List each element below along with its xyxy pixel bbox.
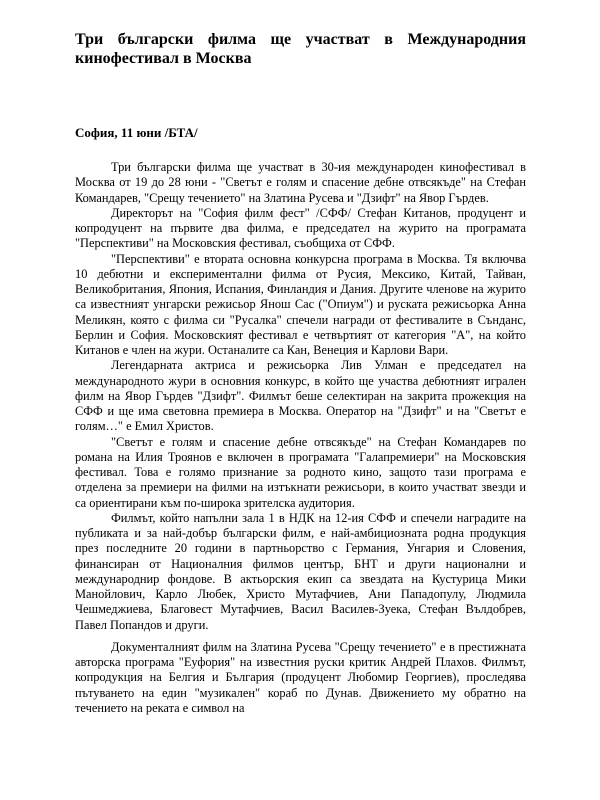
document-page	[75, 30, 526, 716]
paragraph: Директорът на "София филм фест" /СФФ/ Стефан Китанов, продуцент и копродуцент на първите два филма, е председател на журито на програмата "Перспективи" на Московския фестивал, съобщиха от СФФ.	[75, 205, 526, 251]
paragraph: Документалният филм на Златина Русева "Срещу течението" е в престижната авторска програма "Еуфория" на известния руски критик Андрей Плахов. Филмът, копродукция на Белгия и България (продуцент Любомир Георгиев), проследява пътуването на един "музикален" кораб по Дунав. Движението му обратно на течението на реката е символ на	[75, 639, 526, 715]
article-title: Три български филма ще участват в Международния кинофестивал в Москва	[75, 31, 526, 67]
dateline: София, 11 юни /БТА/	[75, 125, 198, 140]
paragraph: Три български филма ще участват в 30-ия международен кинофестивал в Москва от 19 до 28 юни - "Светът е голям и спасение дебне отвсякъде" на Стефан Командарев, "Срещу течението" на Златина Русева и "Дзифт" на Явор Гърдев.	[75, 160, 526, 205]
article-body	[75, 160, 526, 716]
paragraph: Филмът, който напълни зала 1 в НДК на 12-ия СФФ и спечели наградите на публиката и за най-добър български филм, е най-амбициозната родна продукция през последните 20 години в партньорство с Германия, Унгария и Словения, финансиран от Националния филмов център, БНТ и други национални и международнир фондове. В актьорския екип са звездата на Кустурица Мики Манойлович, Карло Любек, Христо Мутафчиев, Ани Пападопулу, Людмила Чешмеджиева, Благовест Мутафчиев, Васил Василев-Зуека, Стефан Вълдобрев, Павел Попандов и други.	[75, 510, 526, 632]
paragraph: "Перспективи" е втората основна конкурсна програма в Москва. Тя включва 10 дебютни и експериментални филма от Русия, Мексико, Китай, Тайван, Великобритания, Япония, Испания, Финландия и Дания. Другите членове на журито са известният унгарски режисьор Янош Сас ("Опиум") и руската режисьорка Анна Меликян, която с филма си "Русалка" спечели награди от фестивалите в Сънданс, Берлин и София. Московският фестивал е четвъртият от категория "А", на който Китанов е член на жури. Останалите са Кан, Венеция и Карлови Вари.	[75, 251, 526, 357]
paragraph: Легендарната актриса и режисьорка Лив Улман е председател на международното жури в основния конкурс, в който ще участва дебютният игрален филм на Явор Гърдев "Дзифт". Филмът беше селектиран на закрита прожекция на СФФ и ще има световна премиера в Москва. Оператор на "Дзифт" и на "Светът е голям…" е Емил Христов.	[75, 358, 526, 434]
paragraph: "Светът е голям и спасение дебне отвсякъде" на Стефан Командарев по романа на Илия Троянов е включен в програмата "Галапремиери" на Московския фестивал. Това е голямо признание за родното кино, защото тази програма е отделена за премиери на филми на изтъкнати режисьори, в които участват звезди и са ориентирани към по-широка зрителска аудитория.	[75, 434, 526, 510]
